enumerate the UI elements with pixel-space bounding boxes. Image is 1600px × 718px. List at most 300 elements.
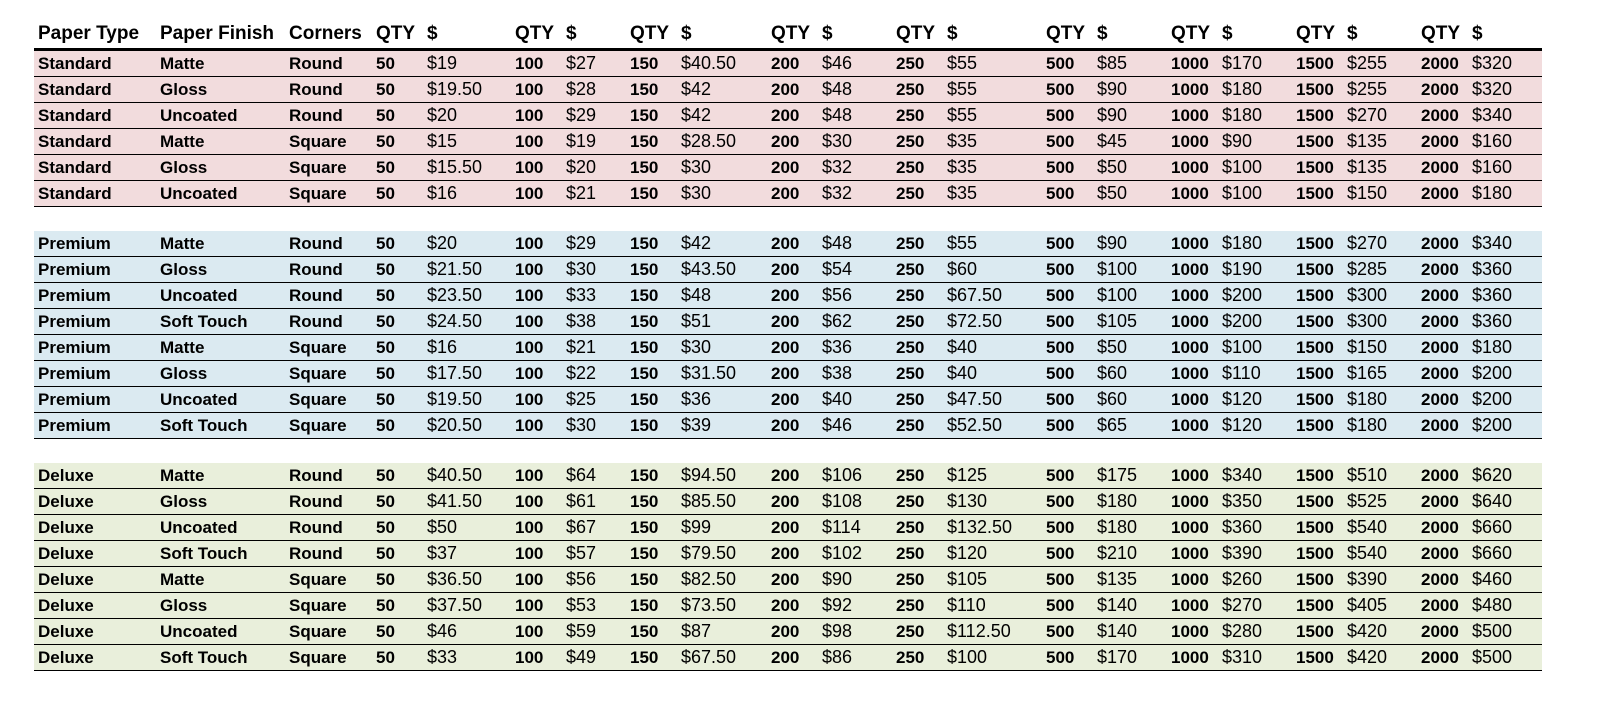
price-cell: $20 — [566, 157, 597, 177]
qty-cell: 2000 — [1421, 132, 1459, 151]
column-header: $ — [1472, 23, 1483, 44]
table-row — [34, 103, 1542, 129]
paper-finish-cell: Gloss — [160, 364, 208, 383]
table-row — [34, 593, 1542, 619]
qty-cell: 2000 — [1421, 286, 1459, 305]
price-cell: $54 — [822, 259, 853, 279]
qty-cell: 2000 — [1421, 596, 1459, 615]
qty-cell: 150 — [630, 390, 659, 409]
price-cell: $255 — [1347, 79, 1388, 99]
price-cell: $360 — [1472, 285, 1513, 305]
qty-cell: 2000 — [1421, 234, 1459, 253]
paper-type-cell: Deluxe — [38, 648, 94, 667]
paper-finish-cell: Gloss — [160, 492, 208, 511]
qty-cell: 2000 — [1421, 390, 1459, 409]
table-row — [34, 541, 1542, 567]
price-cell: $30 — [681, 157, 712, 177]
price-cell: $99 — [681, 517, 712, 537]
paper-type-cell: Standard — [38, 132, 112, 151]
qty-cell: 50 — [376, 312, 395, 331]
price-cell: $270 — [1347, 105, 1388, 125]
price-cell: $40.50 — [681, 53, 737, 73]
price-cell: $32 — [822, 157, 853, 177]
qty-cell: 200 — [771, 596, 800, 615]
qty-cell: 250 — [896, 184, 925, 203]
price-cell: $62 — [822, 311, 853, 331]
qty-cell: 2000 — [1421, 158, 1459, 177]
price-cell: $19 — [566, 131, 597, 151]
price-cell: $56 — [566, 569, 597, 589]
price-cell: $79.50 — [681, 543, 737, 563]
qty-cell: 1500 — [1296, 338, 1334, 357]
paper-finish-cell: Soft Touch — [160, 544, 248, 563]
qty-cell: 1500 — [1296, 54, 1334, 73]
qty-cell: 250 — [896, 416, 925, 435]
price-cell: $40 — [822, 389, 853, 409]
price-cell: $180 — [1472, 183, 1513, 203]
price-cell: $46 — [427, 621, 458, 641]
qty-cell: 100 — [515, 570, 544, 589]
qty-cell: 100 — [515, 518, 544, 537]
table-row — [34, 463, 1542, 489]
price-cell: $340 — [1472, 233, 1513, 253]
price-cell: $20 — [427, 105, 458, 125]
qty-cell: 250 — [896, 158, 925, 177]
qty-cell: 500 — [1046, 158, 1075, 177]
price-cell: $105 — [947, 569, 988, 589]
price-cell: $255 — [1347, 53, 1388, 73]
paper-finish-cell: Matte — [160, 132, 205, 151]
table-row — [34, 645, 1542, 671]
column-header: QTY — [771, 23, 811, 44]
qty-cell: 100 — [515, 390, 544, 409]
price-cell: $30 — [822, 131, 853, 151]
price-cell: $30 — [681, 183, 712, 203]
qty-cell: 100 — [515, 466, 544, 485]
paper-type-cell: Premium — [38, 364, 111, 383]
price-cell: $41.50 — [427, 491, 483, 511]
price-cell: $67.50 — [681, 647, 737, 667]
corners-cell: Square — [289, 648, 347, 667]
price-cell: $160 — [1472, 157, 1513, 177]
corners-cell: Square — [289, 390, 347, 409]
price-cell: $28 — [566, 79, 597, 99]
qty-cell: 1500 — [1296, 492, 1334, 511]
price-cell: $15.50 — [427, 157, 483, 177]
qty-cell: 250 — [896, 338, 925, 357]
qty-cell: 150 — [630, 544, 659, 563]
price-cell: $540 — [1347, 517, 1388, 537]
qty-cell: 150 — [630, 260, 659, 279]
price-cell: $20 — [427, 233, 458, 253]
table-row — [34, 283, 1542, 309]
qty-cell: 2000 — [1421, 648, 1459, 667]
qty-cell: 200 — [771, 338, 800, 357]
corners-cell: Square — [289, 364, 347, 383]
qty-cell: 150 — [630, 338, 659, 357]
price-cell: $150 — [1347, 183, 1388, 203]
price-cell: $46 — [822, 53, 853, 73]
qty-cell: 500 — [1046, 338, 1075, 357]
price-cell: $55 — [947, 233, 978, 253]
qty-cell: 100 — [515, 364, 544, 383]
qty-cell: 1000 — [1171, 364, 1209, 383]
qty-cell: 2000 — [1421, 544, 1459, 563]
qty-cell: 200 — [771, 466, 800, 485]
price-cell: $50 — [1097, 183, 1128, 203]
price-cell: $200 — [1472, 415, 1513, 435]
corners-cell: Square — [289, 596, 347, 615]
corners-cell: Square — [289, 184, 347, 203]
qty-cell: 2000 — [1421, 622, 1459, 641]
price-cell: $36 — [681, 389, 712, 409]
price-cell: $16 — [427, 183, 458, 203]
qty-cell: 250 — [896, 80, 925, 99]
qty-cell: 150 — [630, 518, 659, 537]
qty-cell: 100 — [515, 80, 544, 99]
price-cell: $300 — [1347, 285, 1388, 305]
price-cell: $57 — [566, 543, 597, 563]
price-cell: $200 — [1222, 311, 1263, 331]
price-cell: $21 — [566, 183, 597, 203]
qty-cell: 500 — [1046, 184, 1075, 203]
price-cell: $120 — [1222, 415, 1263, 435]
paper-type-cell: Deluxe — [38, 518, 94, 537]
price-cell: $30 — [566, 415, 597, 435]
qty-cell: 1000 — [1171, 234, 1209, 253]
price-cell: $390 — [1222, 543, 1263, 563]
price-cell: $46 — [822, 415, 853, 435]
table-body — [34, 50, 1542, 671]
qty-cell: 2000 — [1421, 54, 1459, 73]
price-cell: $85.50 — [681, 491, 737, 511]
paper-type-cell: Deluxe — [38, 570, 94, 589]
price-cell: $180 — [1222, 233, 1263, 253]
paper-type-cell: Premium — [38, 390, 111, 409]
price-cell: $360 — [1222, 517, 1263, 537]
column-header: Corners — [289, 23, 362, 44]
price-cell: $180 — [1472, 337, 1513, 357]
price-cell: $67 — [566, 517, 597, 537]
price-cell: $300 — [1347, 311, 1388, 331]
price-cell: $60 — [1097, 389, 1128, 409]
qty-cell: 1500 — [1296, 364, 1334, 383]
paper-finish-cell: Gloss — [160, 596, 208, 615]
qty-cell: 50 — [376, 518, 395, 537]
qty-cell: 1000 — [1171, 492, 1209, 511]
price-cell: $45 — [1097, 131, 1128, 151]
qty-cell: 1000 — [1171, 312, 1209, 331]
qty-cell: 50 — [376, 80, 395, 99]
price-cell: $112.50 — [947, 621, 1011, 641]
corners-cell: Round — [289, 466, 343, 485]
qty-cell: 100 — [515, 492, 544, 511]
qty-cell: 1500 — [1296, 132, 1334, 151]
price-cell: $90 — [822, 569, 853, 589]
corners-cell: Square — [289, 570, 347, 589]
price-cell: $42 — [681, 233, 712, 253]
qty-cell: 150 — [630, 492, 659, 511]
price-cell: $33 — [566, 285, 597, 305]
price-cell: $340 — [1222, 465, 1263, 485]
qty-cell: 500 — [1046, 492, 1075, 511]
qty-cell: 1000 — [1171, 158, 1209, 177]
qty-cell: 500 — [1046, 234, 1075, 253]
price-cell: $180 — [1222, 79, 1263, 99]
qty-cell: 1000 — [1171, 518, 1209, 537]
qty-cell: 100 — [515, 132, 544, 151]
price-cell: $360 — [1472, 311, 1513, 331]
qty-cell: 1500 — [1296, 416, 1334, 435]
price-cell: $39 — [681, 415, 712, 435]
price-cell: $180 — [1097, 517, 1138, 537]
qty-cell: 2000 — [1421, 312, 1459, 331]
qty-cell: 150 — [630, 416, 659, 435]
price-cell: $37.50 — [427, 595, 483, 615]
corners-cell: Round — [289, 234, 343, 253]
qty-cell: 150 — [630, 132, 659, 151]
qty-cell: 200 — [771, 54, 800, 73]
corners-cell: Square — [289, 416, 347, 435]
price-cell: $100 — [1222, 157, 1263, 177]
paper-type-cell: Premium — [38, 260, 111, 279]
qty-cell: 500 — [1046, 466, 1075, 485]
column-header: QTY — [1046, 23, 1086, 44]
qty-cell: 100 — [515, 416, 544, 435]
qty-cell: 50 — [376, 466, 395, 485]
qty-cell: 2000 — [1421, 570, 1459, 589]
qty-cell: 50 — [376, 622, 395, 641]
column-header: $ — [1347, 23, 1358, 44]
paper-finish-cell: Uncoated — [160, 390, 238, 409]
qty-cell: 1000 — [1171, 286, 1209, 305]
price-cell: $135 — [1347, 157, 1388, 177]
price-cell: $175 — [1097, 465, 1138, 485]
qty-cell: 1500 — [1296, 544, 1334, 563]
price-cell: $55 — [947, 79, 978, 99]
price-cell: $35 — [947, 183, 978, 203]
qty-cell: 250 — [896, 286, 925, 305]
corners-cell: Square — [289, 338, 347, 357]
qty-cell: 150 — [630, 158, 659, 177]
price-cell: $29 — [566, 105, 597, 125]
price-cell: $180 — [1097, 491, 1138, 511]
price-cell: $36 — [822, 337, 853, 357]
price-cell: $460 — [1472, 569, 1513, 589]
qty-cell: 1500 — [1296, 466, 1334, 485]
corners-cell: Round — [289, 106, 343, 125]
price-cell: $270 — [1347, 233, 1388, 253]
price-cell: $22 — [566, 363, 597, 383]
qty-cell: 150 — [630, 80, 659, 99]
column-header: QTY — [1296, 23, 1336, 44]
column-header: $ — [1097, 23, 1108, 44]
price-cell: $19 — [427, 53, 458, 73]
paper-finish-cell: Soft Touch — [160, 312, 248, 331]
price-cell: $110 — [1222, 363, 1261, 383]
corners-cell: Square — [289, 132, 347, 151]
price-cell: $500 — [1472, 647, 1513, 667]
qty-cell: 1500 — [1296, 106, 1334, 125]
qty-cell: 1500 — [1296, 286, 1334, 305]
group-spacer — [34, 439, 1542, 464]
price-cell: $31.50 — [681, 363, 737, 383]
table-row — [34, 257, 1542, 283]
qty-cell: 500 — [1046, 596, 1075, 615]
corners-cell: Round — [289, 260, 343, 279]
paper-type-cell: Standard — [38, 184, 112, 203]
qty-cell: 100 — [515, 54, 544, 73]
qty-cell: 200 — [771, 286, 800, 305]
column-header: QTY — [630, 23, 670, 44]
qty-cell: 1500 — [1296, 518, 1334, 537]
corners-cell: Square — [289, 158, 347, 177]
price-cell: $100 — [1097, 259, 1138, 279]
price-cell: $49 — [566, 647, 597, 667]
price-cell: $42 — [681, 79, 712, 99]
corners-cell: Round — [289, 312, 343, 331]
table-row — [34, 231, 1542, 257]
price-cell: $110 — [947, 595, 986, 615]
price-cell: $30 — [681, 337, 712, 357]
price-cell: $170 — [1222, 53, 1263, 73]
price-cell: $100 — [1222, 337, 1263, 357]
paper-type-cell: Deluxe — [38, 492, 94, 511]
column-header: $ — [947, 23, 958, 44]
price-cell: $94.50 — [681, 465, 737, 485]
qty-cell: 1000 — [1171, 106, 1209, 125]
price-cell: $120 — [1222, 389, 1263, 409]
price-cell: $125 — [947, 465, 988, 485]
price-cell: $51 — [681, 311, 712, 331]
paper-type-cell: Premium — [38, 312, 111, 331]
qty-cell: 50 — [376, 648, 395, 667]
qty-cell: 2000 — [1421, 416, 1459, 435]
qty-cell: 250 — [896, 54, 925, 73]
paper-type-cell: Standard — [38, 106, 112, 125]
corners-cell: Round — [289, 492, 343, 511]
qty-cell: 1500 — [1296, 390, 1334, 409]
price-cell: $48 — [822, 79, 853, 99]
paper-finish-cell: Gloss — [160, 158, 208, 177]
qty-cell: 150 — [630, 622, 659, 641]
qty-cell: 200 — [771, 622, 800, 641]
price-cell: $23.50 — [427, 285, 483, 305]
price-cell: $200 — [1222, 285, 1263, 305]
qty-cell: 200 — [771, 518, 800, 537]
qty-cell: 150 — [630, 234, 659, 253]
qty-cell: 2000 — [1421, 492, 1459, 511]
qty-cell: 2000 — [1421, 106, 1459, 125]
price-cell: $53 — [566, 595, 597, 615]
column-header: Paper Finish — [160, 23, 275, 44]
paper-finish-cell: Matte — [160, 54, 205, 73]
qty-cell: 1500 — [1296, 312, 1334, 331]
price-cell: $48 — [681, 285, 712, 305]
price-cell: $98 — [822, 621, 853, 641]
qty-cell: 200 — [771, 312, 800, 331]
qty-cell: 100 — [515, 234, 544, 253]
price-cell: $90 — [1097, 79, 1128, 99]
qty-cell: 1000 — [1171, 416, 1209, 435]
qty-cell: 1000 — [1171, 648, 1209, 667]
corners-cell: Round — [289, 80, 343, 99]
price-cell: $135 — [1097, 569, 1138, 589]
price-cell: $50 — [1097, 157, 1128, 177]
price-cell: $340 — [1472, 105, 1513, 125]
qty-cell: 2000 — [1421, 364, 1459, 383]
column-header: QTY — [376, 23, 416, 44]
price-cell: $170 — [1097, 647, 1138, 667]
price-cell: $64 — [566, 465, 597, 485]
qty-cell: 100 — [515, 648, 544, 667]
qty-cell: 50 — [376, 106, 395, 125]
corners-cell: Round — [289, 518, 343, 537]
price-cell: $50 — [427, 517, 458, 537]
price-cell: $180 — [1222, 105, 1263, 125]
price-cell: $17.50 — [427, 363, 483, 383]
qty-cell: 100 — [515, 622, 544, 641]
qty-cell: 500 — [1046, 286, 1075, 305]
qty-cell: 250 — [896, 234, 925, 253]
qty-cell: 500 — [1046, 364, 1075, 383]
price-cell: $24.50 — [427, 311, 483, 331]
qty-cell: 50 — [376, 158, 395, 177]
paper-finish-cell: Soft Touch — [160, 648, 248, 667]
paper-finish-cell: Matte — [160, 466, 205, 485]
qty-cell: 100 — [515, 106, 544, 125]
qty-cell: 50 — [376, 570, 395, 589]
price-cell: $180 — [1347, 415, 1388, 435]
qty-cell: 250 — [896, 132, 925, 151]
qty-cell: 1500 — [1296, 234, 1334, 253]
qty-cell: 1500 — [1296, 622, 1334, 641]
qty-cell: 1500 — [1296, 260, 1334, 279]
price-cell: $85 — [1097, 53, 1128, 73]
price-cell: $100 — [1222, 183, 1263, 203]
price-cell: $35 — [947, 131, 978, 151]
price-cell: $38 — [566, 311, 597, 331]
price-cell: $21.50 — [427, 259, 483, 279]
price-cell: $114 — [822, 517, 861, 537]
qty-cell: 250 — [896, 492, 925, 511]
qty-cell: 250 — [896, 106, 925, 125]
qty-cell: 250 — [896, 390, 925, 409]
qty-cell: 500 — [1046, 648, 1075, 667]
price-cell: $72.50 — [947, 311, 1003, 331]
price-cell: $36.50 — [427, 569, 483, 589]
qty-cell: 1500 — [1296, 648, 1334, 667]
price-table — [34, 20, 1542, 671]
column-header: $ — [427, 23, 438, 44]
price-cell: $52.50 — [947, 415, 1003, 435]
qty-cell: 1000 — [1171, 338, 1209, 357]
qty-cell: 50 — [376, 260, 395, 279]
price-cell: $32 — [822, 183, 853, 203]
paper-finish-cell: Uncoated — [160, 286, 238, 305]
table-row — [34, 413, 1542, 439]
qty-cell: 500 — [1046, 390, 1075, 409]
qty-cell: 200 — [771, 492, 800, 511]
qty-cell: 200 — [771, 390, 800, 409]
price-cell: $160 — [1472, 131, 1513, 151]
price-cell: $15 — [427, 131, 458, 151]
table-row — [34, 515, 1542, 541]
price-cell: $37 — [427, 543, 458, 563]
table-row — [34, 77, 1542, 103]
price-cell: $660 — [1472, 543, 1513, 563]
qty-cell: 1000 — [1171, 570, 1209, 589]
